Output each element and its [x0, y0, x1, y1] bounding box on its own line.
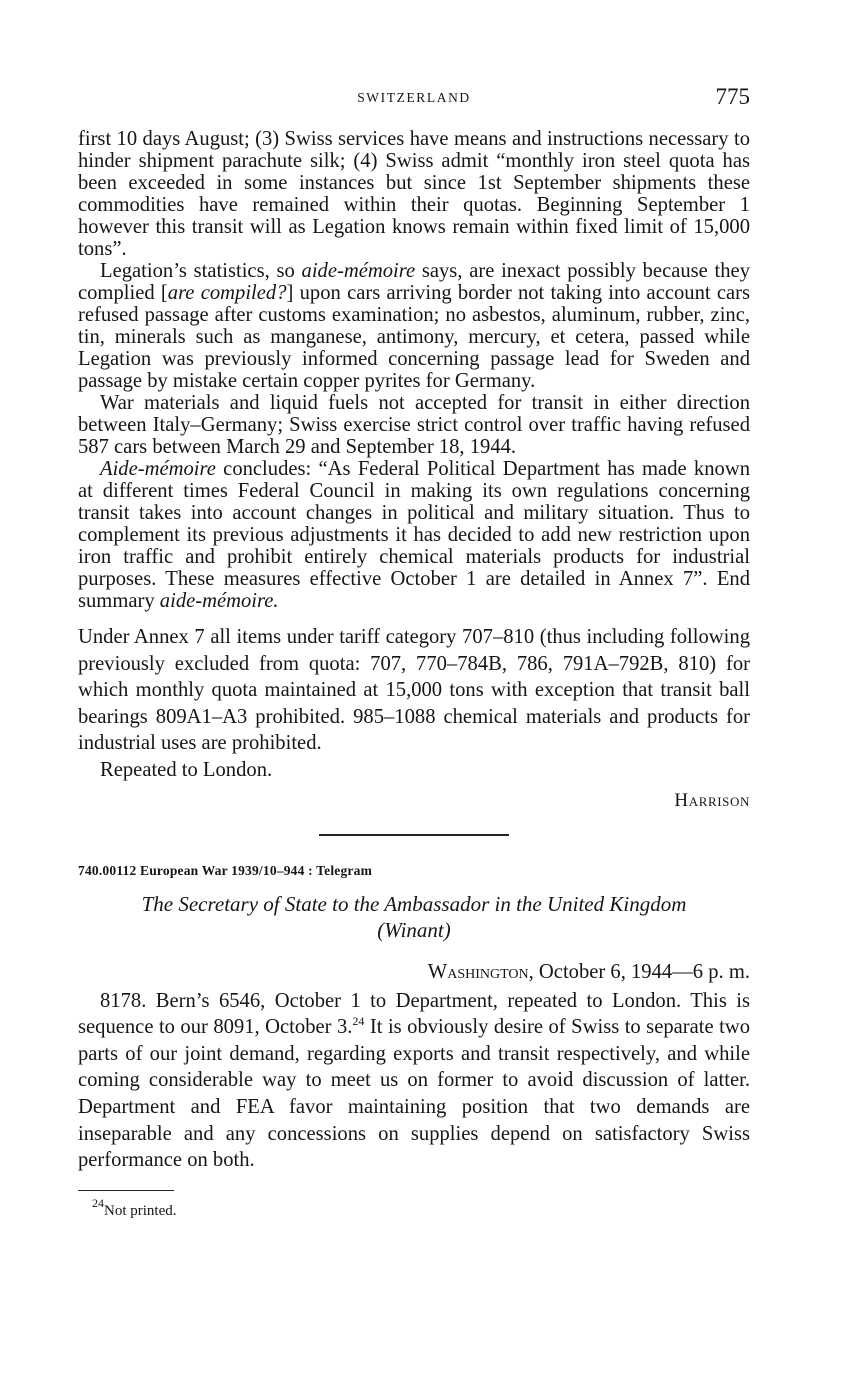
signature: Harrison — [674, 789, 750, 811]
file-reference: 740.00112 European War 1939/10–944 : Telegram — [78, 862, 373, 878]
dateline-place: Washington, — [427, 960, 534, 983]
footnote-marker: 24 — [92, 1195, 104, 1210]
footnote-divider — [78, 1190, 174, 1191]
paragraph-text: first 10 days August; (3) Swiss services have means and instructions necessary to hinder shipment parachute silk; (4) Swiss admit “monthly iron steel quota has been exceeded in some instances but since 1st September shipments these commodities have remained within their quotas. Beginning September 1 however this transit will as Legation knows remain within fixed limit of 15,000 tons”. — [78, 128, 750, 260]
italic-editorial-note: are compiled? — [167, 282, 287, 304]
paragraph-annex — [78, 624, 750, 757]
italic-term: aide-mémoire. — [159, 590, 279, 612]
footnote-text: Not printed. — [104, 1202, 177, 1219]
footnote — [78, 1195, 750, 1220]
paragraph-text: Under Annex 7 all items under tariff category 707–810 (thus including following previously excluded from quota: 707, 770–784B, 786, 791A–792B, 810) for which monthly quota maintained at 15,000 tons with exception that transit ball bearings 809A1–A3 prohibited. 985–1088 chemical materials and products for industrial uses are prohibited. — [78, 626, 750, 755]
paragraph-continued — [78, 128, 750, 260]
paragraph-text: says, are inexact possibly because they complied [ — [78, 260, 750, 304]
document-title-line: The Secretary of State to the Ambassador in the United Kingdom — [141, 891, 687, 916]
page-header — [78, 84, 750, 114]
section-divider — [319, 834, 509, 836]
paragraph-text: Repeated to London. — [100, 758, 273, 781]
paragraph-repeated — [78, 757, 750, 784]
italic-term: aide-mémoire — [301, 260, 416, 282]
paragraph-text: It is obviously desire of Swiss to separate two parts of our joint demand, regarding exports and transit respectively, and while coming considerable way to meet us on former to avoid discussion of latter. Department and FEA favor maintaining position that two demands are inseparable and any concessions on supplies depend on satisfactory Swiss performance on both. — [78, 1016, 750, 1172]
dateline-time: October 6, 1944—6 p. m. — [533, 960, 750, 983]
paragraph-conclusion — [78, 458, 750, 612]
paragraph-telegram-body — [78, 988, 750, 1174]
body-text — [78, 128, 750, 1220]
footnote-reference[interactable]: 24 — [352, 1014, 365, 1029]
dateline — [78, 961, 750, 984]
paragraph-text: 8178. Bern’s 6546, October 1 to Department, repeated to London. This is sequence to our 8091, October 3. — [78, 989, 750, 1039]
paragraph-text: ] upon cars arriving border not taking into account cars refused passage after customs examination; no asbestos, aluminum, rubber, zinc, tin, minerals such as manganese, antimony, mercury, et cetera, passed while Legation was previously informed concerning passage lead for Sweden and passage by mistake certain copper pyrites for Germany. — [78, 282, 750, 392]
paragraph-text: concludes: “As Federal Political Department has made known at different times Federal Council in making its own regulations concerning transit takes into account changes in political and military situation. Thus to complement its previous adjustments it has decided to add new restriction upon iron traffic and prohibit entirely chemical materials products for industrial purposes. These measures effective October 1 are detailed in Annex 7”. End summary — [78, 458, 750, 612]
paragraph-text: Legation’s statistics, so — [100, 260, 302, 282]
paragraph-war-materials — [78, 392, 750, 458]
italic-term: Aide-mémoire — [100, 458, 216, 480]
running-head: SWITZERLAND — [357, 90, 471, 105]
paragraph-statistics — [78, 260, 750, 392]
page-number: 775 — [715, 84, 750, 109]
document-title-line: (Winant) — [377, 917, 451, 942]
paragraph-text: War materials and liquid fuels not accepted for transit in either direction between Italy–Germany; Swiss exercise strict control over traffic having refused 587 cars between March 29 and September 18, 1944. — [78, 392, 750, 458]
document-title — [78, 891, 750, 943]
